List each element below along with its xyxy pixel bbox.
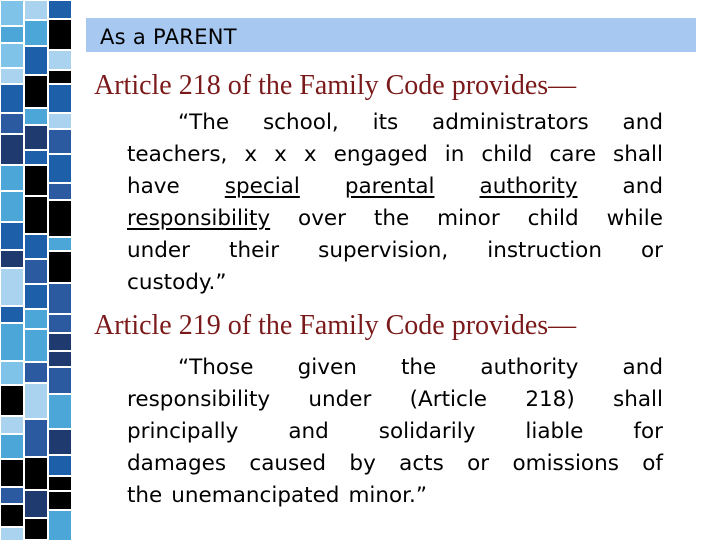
decorative-block xyxy=(49,184,71,199)
quote-word: unemancipated xyxy=(171,483,340,508)
decorative-block xyxy=(49,284,71,313)
decorative-block xyxy=(1,435,23,458)
decorative-block xyxy=(25,310,47,328)
decorative-block xyxy=(25,285,47,308)
quote-word: and xyxy=(622,174,663,199)
decorative-block xyxy=(49,1,71,18)
quote-word: their xyxy=(229,238,280,263)
article-218-heading: Article 218 of the Family Code provides— xyxy=(94,70,577,101)
decorative-block xyxy=(49,352,71,366)
decorative-block xyxy=(1,505,23,526)
decorative-block xyxy=(1,386,23,415)
decorative-block xyxy=(1,27,23,42)
decorative-block xyxy=(49,155,71,182)
quote-line xyxy=(127,448,663,480)
quote-word: for xyxy=(633,419,663,444)
decorative-block xyxy=(1,85,23,112)
decorative-block xyxy=(49,51,71,69)
decorative-block xyxy=(1,307,23,322)
quote-word: caused xyxy=(249,451,327,476)
decorative-block xyxy=(25,151,47,164)
decorative-block xyxy=(1,135,23,164)
decorative-block xyxy=(49,395,71,428)
quote-word: “Those xyxy=(178,355,254,380)
decorative-block xyxy=(25,21,47,45)
quote-word: x xyxy=(274,142,287,167)
quote-word: shall xyxy=(613,387,663,412)
decorative-block xyxy=(1,251,23,267)
quote-word: x xyxy=(244,142,258,167)
quote-word: child xyxy=(527,206,579,231)
quote-word: “The xyxy=(178,110,230,135)
decorative-block xyxy=(25,491,47,517)
quote-word: the xyxy=(127,483,163,508)
decorative-block xyxy=(1,114,23,133)
quote-word: authority xyxy=(480,355,579,380)
decorative-block xyxy=(25,126,47,149)
decorative-block xyxy=(49,315,71,332)
quote-word: authority xyxy=(479,174,578,199)
quote-line xyxy=(127,203,663,235)
decorative-block xyxy=(1,44,23,67)
quote-word: of xyxy=(642,451,663,476)
quote-word: the xyxy=(373,206,410,231)
quote-line xyxy=(178,107,663,139)
decorative-block xyxy=(1,488,23,503)
quote-word: parental xyxy=(344,174,435,199)
quote-word: responsibility xyxy=(127,387,271,412)
quote-line xyxy=(178,352,663,384)
quote-word: over xyxy=(298,206,346,231)
quote-word: solidarily xyxy=(378,419,476,444)
quote-word: (Article xyxy=(409,387,488,412)
quote-word: in xyxy=(444,142,465,167)
quote-word: its xyxy=(372,110,399,135)
quote-word: engaged xyxy=(333,142,428,167)
quote-word: omissions xyxy=(512,451,619,476)
quote-word: minor xyxy=(437,206,500,231)
decorative-block xyxy=(25,109,47,124)
quote-word: care xyxy=(549,142,597,167)
quote-line xyxy=(127,139,663,171)
quote-word: liable xyxy=(525,419,584,444)
quote-word: and xyxy=(622,110,663,135)
quote-word: special xyxy=(224,174,300,199)
decorative-block xyxy=(49,252,71,282)
decorative-block xyxy=(49,334,71,350)
decorative-block xyxy=(49,492,71,509)
decorative-block xyxy=(49,430,71,454)
decorative-block xyxy=(49,20,71,49)
decorative-block xyxy=(25,235,47,258)
decorative-block xyxy=(49,85,71,112)
decorative-block xyxy=(25,384,47,418)
quote-word: given xyxy=(297,355,357,380)
decorative-block xyxy=(25,260,47,283)
decorative-block xyxy=(1,192,23,221)
quote-word: acts xyxy=(399,451,444,476)
decorative-block xyxy=(25,519,47,539)
decorative-block xyxy=(49,130,71,153)
decorative-block xyxy=(25,420,47,456)
article-219-heading: Article 219 of the Family Code provides— xyxy=(94,310,577,341)
decorative-block xyxy=(49,477,71,490)
quote-word: under xyxy=(127,238,190,263)
quote-line xyxy=(127,267,663,299)
quote-word: minor.” xyxy=(348,483,427,508)
decorative-block xyxy=(1,223,23,249)
decorative-block xyxy=(49,71,71,83)
quote-word: or xyxy=(641,238,663,263)
quote-word: damages xyxy=(127,451,227,476)
decorative-block xyxy=(49,201,71,236)
decorative-block xyxy=(49,368,71,393)
quote-word: shall xyxy=(613,142,663,167)
quote-word: 218) xyxy=(525,387,575,412)
decorative-block xyxy=(25,1,47,19)
quote-word: x xyxy=(303,142,317,167)
quote-word: by xyxy=(349,451,376,476)
quote-word: administrators xyxy=(432,110,589,135)
quote-word: custody.” xyxy=(127,270,227,295)
decorative-block xyxy=(1,528,23,540)
quote-line xyxy=(127,235,663,267)
quote-word: child xyxy=(481,142,533,167)
quote-line xyxy=(127,171,663,203)
decorative-block xyxy=(1,69,23,83)
decorative-block xyxy=(25,47,47,74)
decorative-block xyxy=(1,417,23,433)
decorative-block xyxy=(25,166,47,195)
decorative-block xyxy=(1,166,23,190)
quote-word: and xyxy=(288,419,329,444)
decorative-block xyxy=(25,363,47,382)
quote-word: supervision, xyxy=(318,238,449,263)
quote-line xyxy=(127,384,663,416)
quote-word: while xyxy=(606,206,663,231)
quote-word: have xyxy=(127,174,180,199)
quote-word: principally xyxy=(127,419,239,444)
decorative-block xyxy=(49,511,71,540)
decorative-block xyxy=(49,238,71,250)
decorative-block-strip xyxy=(0,0,72,540)
quote-word: school, xyxy=(262,110,339,135)
decorative-block xyxy=(49,456,71,475)
decorative-block xyxy=(49,114,71,128)
decorative-block xyxy=(25,76,47,107)
quote-word: and xyxy=(622,355,663,380)
decorative-block xyxy=(1,362,23,384)
decorative-block xyxy=(1,460,23,486)
quote-word: teachers, xyxy=(127,142,228,167)
quote-word: the xyxy=(400,355,437,380)
decorative-block xyxy=(1,324,23,360)
decorative-block xyxy=(25,197,47,233)
decorative-block xyxy=(25,458,47,489)
decorative-block xyxy=(1,269,23,305)
quote-line xyxy=(127,480,663,512)
quote-line xyxy=(127,416,663,448)
quote-word: or xyxy=(467,451,490,476)
quote-word: instruction xyxy=(487,238,602,263)
quote-word: responsibility xyxy=(127,206,271,231)
decorative-block xyxy=(1,1,23,25)
quote-word: under xyxy=(308,387,372,412)
slide-title: As a PARENT xyxy=(100,25,237,49)
decorative-block xyxy=(25,330,47,361)
